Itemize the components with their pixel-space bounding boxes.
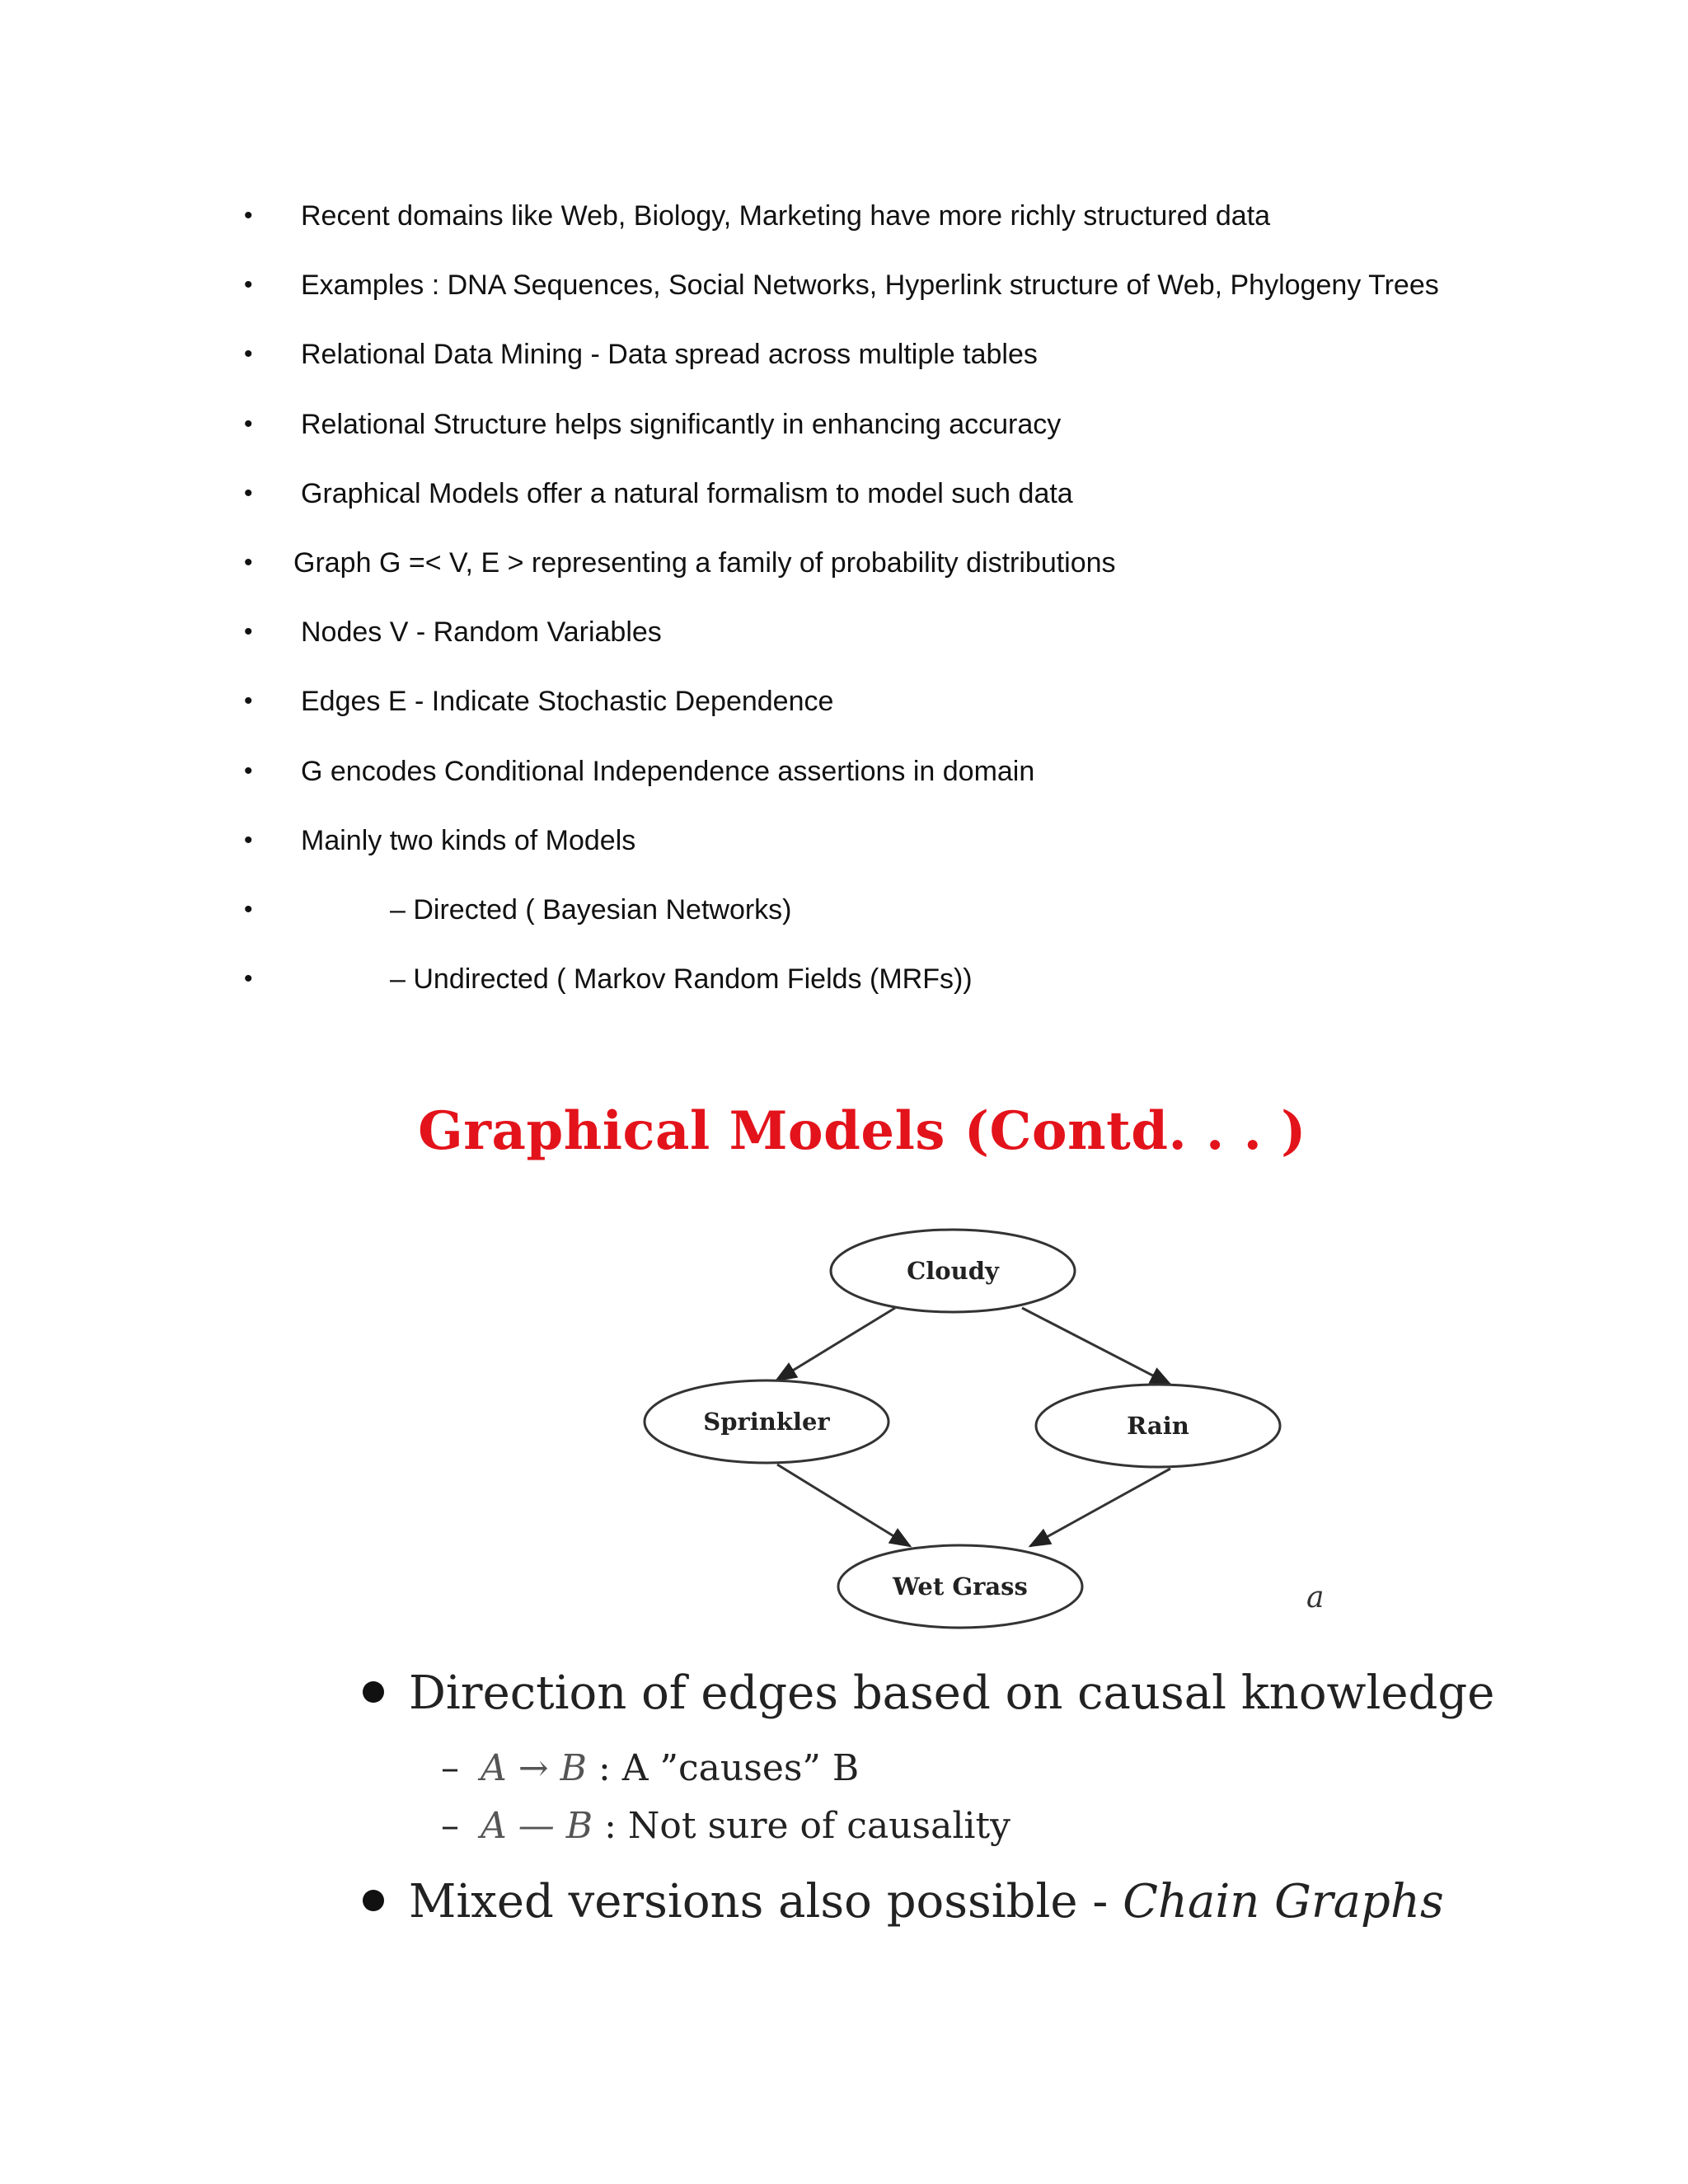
bullet-dot-icon: • bbox=[244, 549, 253, 576]
edge-cloudy-to-rain bbox=[1022, 1308, 1170, 1385]
bullet-dot-icon: • bbox=[244, 479, 253, 507]
graph-nodes bbox=[645, 1230, 1280, 1628]
bullet-dot-icon bbox=[363, 1890, 384, 1911]
bullet-text: Examples : DNA Sequences, Social Networks, Hyperlink structure of Web, Phylogeny Trees bbox=[301, 269, 1439, 302]
bullet-text: – Undirected ( Markov Random Fields (MRFs)) bbox=[390, 963, 973, 996]
bullet-text: Nodes V - Random Variables bbox=[301, 616, 662, 649]
slide-title: Graphical Models (Contd. . . ) bbox=[418, 1100, 1306, 1162]
node-label-wetgrass: Wet Grass bbox=[893, 1572, 1028, 1601]
bullet-text: Mainly two kinds of Models bbox=[301, 824, 636, 856]
node-label-rain: Rain bbox=[1127, 1412, 1189, 1440]
node-label-sprinkler: Sprinkler bbox=[703, 1408, 830, 1436]
bullet-text: Edges E - Indicate Stochastic Dependence bbox=[301, 686, 834, 718]
slide-sub-causes: – A → B : A ”causes” B bbox=[441, 1747, 860, 1789]
bullet-dot-icon: • bbox=[244, 687, 253, 715]
bullet-text: G encodes Conditional Independence assertions in domain bbox=[301, 755, 1035, 787]
bullet-dot-icon bbox=[363, 1681, 384, 1703]
node-label-cloudy: Cloudy bbox=[907, 1257, 999, 1285]
edge-sprinkler-to-wetgrass bbox=[777, 1465, 910, 1546]
slide-sub-not-sure: – A — B : Not sure of causality bbox=[441, 1805, 1011, 1847]
edge-cloudy-to-sprinkler bbox=[776, 1308, 895, 1380]
bullet-dot-icon: • bbox=[244, 202, 253, 229]
bullet-text: Relational Data Mining - Data spread across multiple tables bbox=[301, 339, 1038, 371]
bullet-dot-icon: • bbox=[244, 618, 253, 646]
figure-label: a bbox=[1306, 1581, 1325, 1615]
bullet-dot-icon: • bbox=[244, 896, 253, 923]
bullet-text: Relational Structure helps significantly in enhancing accuracy bbox=[301, 408, 1062, 440]
bullet-text: – Directed ( Bayesian Networks) bbox=[390, 894, 792, 926]
slide-point-direction: Direction of edges based on causal knowledge bbox=[363, 1666, 1494, 1720]
slide-point-mixed: Mixed versions also possible - Chain Graphs bbox=[363, 1875, 1444, 1929]
bullet-text: Recent domains like Web, Biology, Marketing have more richly structured data bbox=[301, 200, 1271, 232]
bullet-dot-icon: • bbox=[244, 965, 253, 993]
bullet-dot-icon: • bbox=[244, 826, 253, 854]
edge-rain-to-wetgrass bbox=[1030, 1469, 1170, 1546]
bullet-dot-icon: • bbox=[244, 271, 253, 299]
bullet-text: Graphical Models offer a natural formalism to model such data bbox=[301, 477, 1073, 509]
bullet-text: Graph G =< V, E > representing a family of probability distributions bbox=[293, 547, 1116, 579]
bullet-dot-icon: • bbox=[244, 410, 253, 438]
bullet-dot-icon: • bbox=[244, 340, 253, 368]
bullet-dot-icon: • bbox=[244, 757, 253, 785]
